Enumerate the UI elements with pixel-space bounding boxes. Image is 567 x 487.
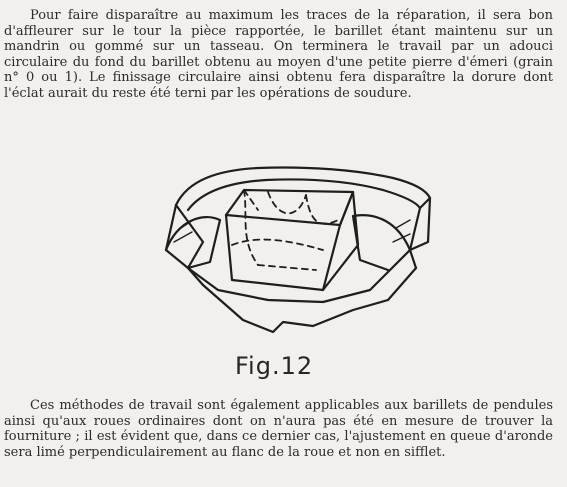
figure-illustration	[148, 150, 438, 340]
barrel-floor-side-right	[410, 250, 416, 268]
barrel-floor	[188, 250, 410, 302]
barrel-right-wall-cut	[353, 215, 410, 270]
paragraph-bottom-text: Ces méthodes de travail sont également applicables aux barillets de pendules ainsi qu'aux roues ordinaires dont on n'aura pas été en mesure de trouver la fourniture ; il est évident que, dans ce dernier cas, l'ajustement en queue d'aronde sera limé perpendiculairement au flanc de la roue et non en sifflet.	[4, 398, 553, 460]
paragraph-top	[4, 8, 553, 101]
paragraph-top-text: Pour faire disparaître au maximum les traces de la réparation, il sera bon d'affleurer sur le tour la pièce rapportée, le barillet étant maintenu sur un mandrin ou gommé sur un tasseau. On terminera le travail par un adouci circulaire du fond du barillet obtenu au moyen d'une petite pierre d'émeri (grain n° 0 ou 1). Le finissage circulaire ainsi obtenu fera disparaître la dorure dont l'éclat aurait du reste été terni par les opérations de soudure.	[4, 8, 553, 101]
barrel-right-wall	[410, 198, 430, 250]
cut-hatching	[174, 220, 410, 242]
figure-caption: Fig.12	[235, 352, 314, 380]
paragraph-bottom	[4, 398, 553, 460]
barrel-repair-drawing	[148, 150, 438, 340]
barrel-rim-inner	[188, 179, 420, 210]
barrel-bottom-edge	[203, 268, 416, 332]
dovetail-hidden-lines	[232, 190, 338, 270]
insert-piece-front	[226, 215, 340, 290]
insert-piece-side	[323, 192, 358, 290]
barrel-outer-rim	[176, 167, 430, 205]
